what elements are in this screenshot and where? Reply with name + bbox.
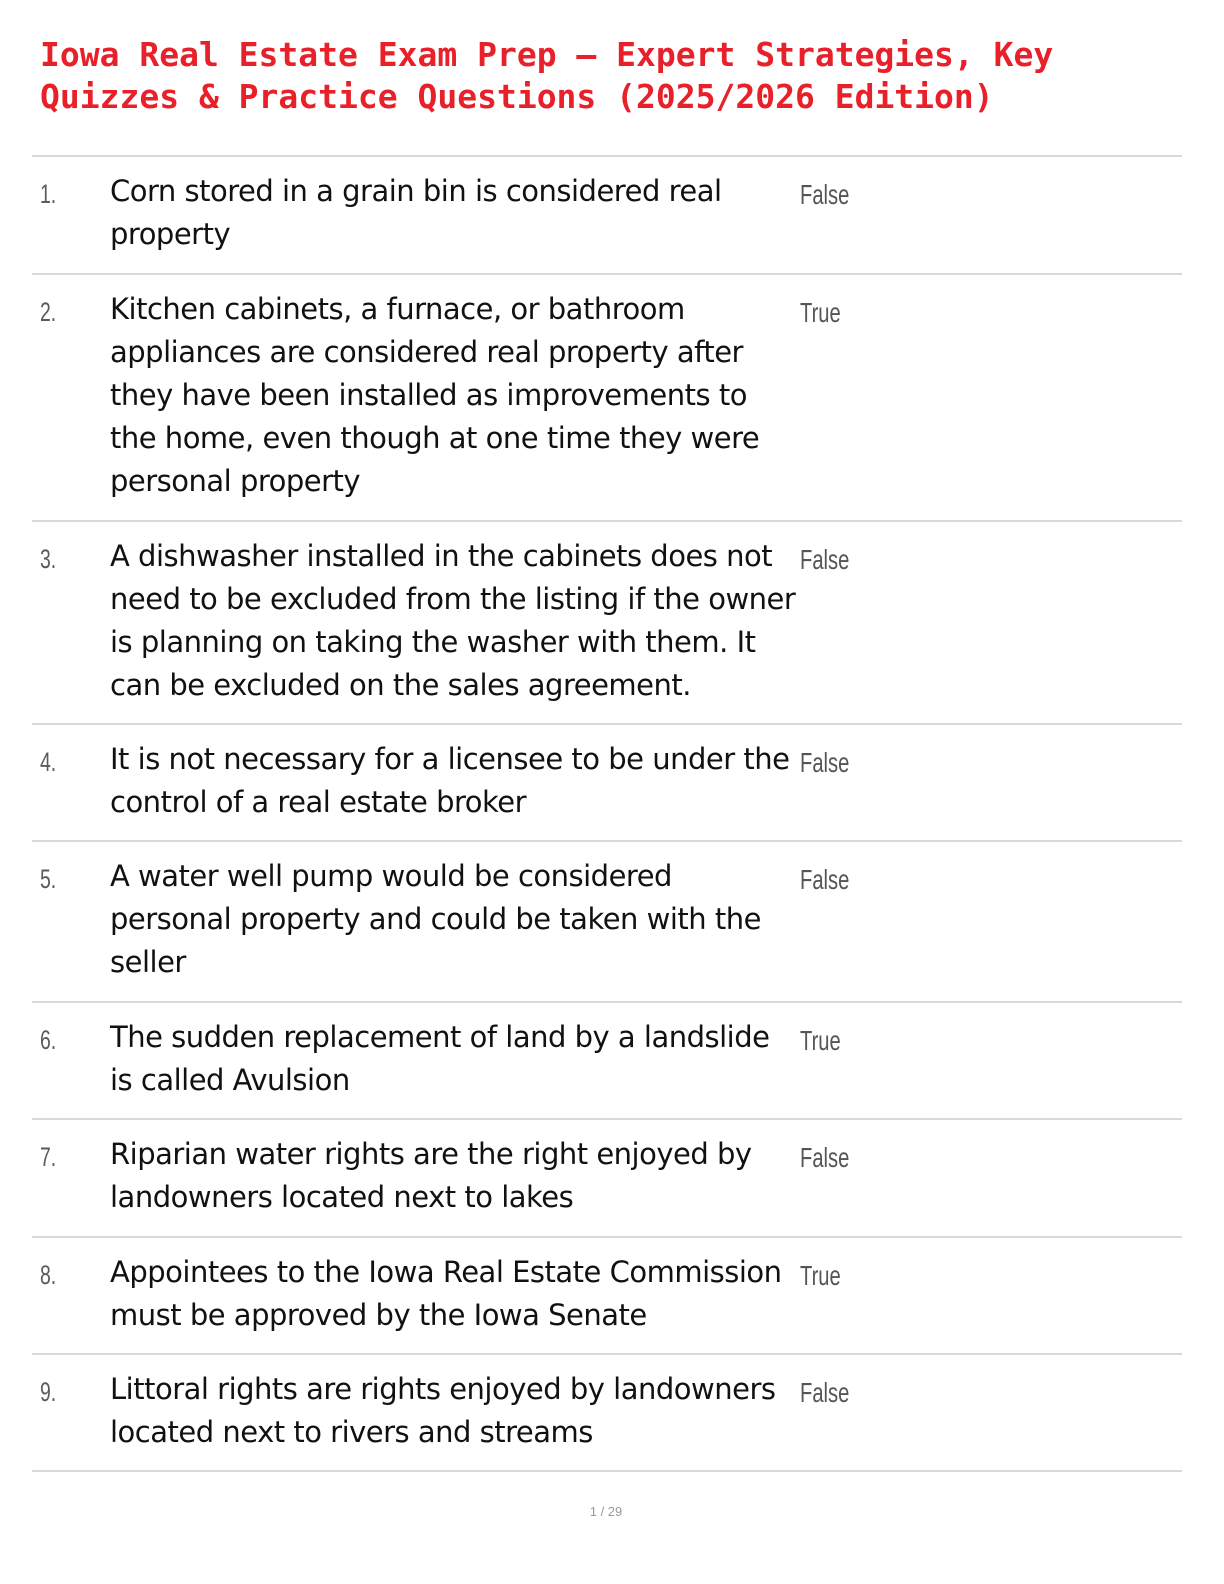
question-row-4 <box>32 725 1182 842</box>
answer-text: True <box>800 1260 841 1291</box>
question-row-9 <box>32 1355 1182 1472</box>
question-number: 1. <box>40 179 57 209</box>
question-text: A water well pump would be considered personal property and could be taken with the seller <box>110 859 761 979</box>
question-number: 6. <box>40 1025 57 1055</box>
question-number: 4. <box>40 747 57 777</box>
answer-text: True <box>800 297 841 328</box>
question-row-2 <box>32 275 1182 522</box>
answer-text: False <box>800 864 850 895</box>
question-row-8 <box>32 1238 1182 1355</box>
answer-text: True <box>800 1025 841 1056</box>
question-number: 2. <box>40 297 57 327</box>
question-row-7 <box>32 1120 1182 1238</box>
question-text: Appointees to the Iowa Real Estate Commission must be approved by the Iowa Senate <box>110 1255 782 1332</box>
question-row-3 <box>32 522 1182 725</box>
question-text: Kitchen cabinets, a furnace, or bathroom appliances are considered real property after they have been installed as improvements to the home, even though at one time they were personal property <box>110 292 760 498</box>
question-number: 9. <box>40 1377 57 1407</box>
answer-text: False <box>800 747 850 778</box>
question-number: 5. <box>40 864 57 894</box>
question-text: Corn stored in a grain bin is considered real property <box>110 174 722 251</box>
page-indicator: 1 / 29 <box>589 1504 623 1519</box>
answer-text: False <box>800 1377 850 1408</box>
question-number: 8. <box>40 1260 57 1290</box>
question-text: Littoral rights are rights enjoyed by landowners located next to rivers and streams <box>110 1372 776 1449</box>
question-text: A dishwasher installed in the cabinets does not need to be excluded from the listing if the owner is planning on taking the washer with them. It can be excluded on the sales agreement. <box>110 539 796 702</box>
question-number: 3. <box>40 544 57 574</box>
question-text: Riparian water rights are the right enjoyed by landowners located next to lakes <box>110 1137 752 1214</box>
answer-text: False <box>800 1142 850 1173</box>
answer-text: False <box>800 179 850 210</box>
question-list <box>32 155 1182 1472</box>
answer-text: False <box>800 544 850 575</box>
document-title: Iowa Real Estate Exam Prep – Expert Strategies, Key Quizzes & Practice Questions (2025/2026 Edition) <box>40 35 1054 116</box>
question-row-5 <box>32 842 1182 1003</box>
question-number: 7. <box>40 1142 57 1172</box>
question-row-6 <box>32 1003 1182 1120</box>
question-row-1 <box>32 157 1182 275</box>
question-text: It is not necessary for a licensee to be under the control of a real estate broker <box>110 742 790 819</box>
question-text: The sudden replacement of land by a landslide is called Avulsion <box>110 1020 770 1097</box>
